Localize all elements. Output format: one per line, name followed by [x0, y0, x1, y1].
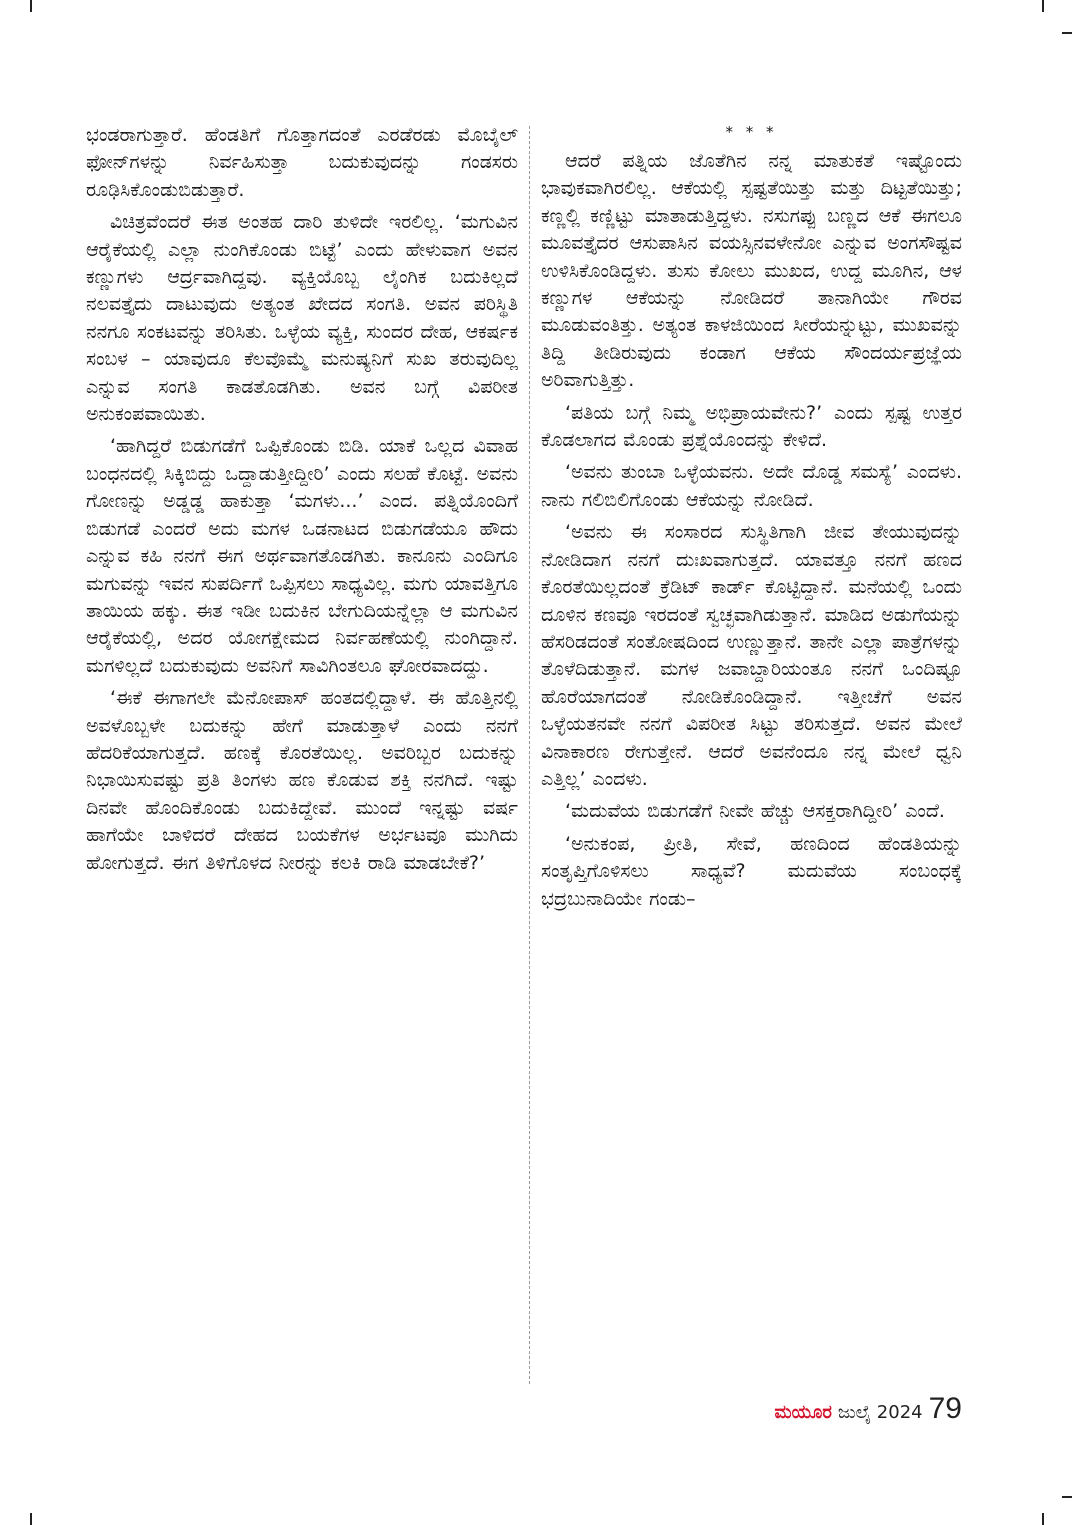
paragraph: ‘ಮದುವೆಯ ಬಿಡುಗಡೆಗೆ ನೀವೇ ಹೆಚ್ಚು ಆಸಕ್ತರಾಗಿದ್ದೀರಿ’ ಎಂದೆ. — [565, 800, 945, 823]
column-divider — [529, 126, 530, 1384]
left-text-column — [86, 122, 518, 882]
issue-date: ಜುಲೈ 2024 — [837, 1402, 923, 1423]
paragraph: ಆದರೆ ಪತ್ನಿಯ ಜೊತೆಗಿನ ನನ್ನ ಮಾತುಕತೆ ಇಷ್ಟೊಂದು ಭಾವುಕವಾಗಿರಲಿಲ್ಲ. ಆಕೆಯಲ್ಲಿ ಸ್ಪಷ್ಟತೆಯಿತ್ತು ಮತ್ತು ದಿಟ್ಟತೆಯಿತ್ತು; ಕಣ್ಣಲ್ಲಿ ಕಣ್ಣಿಟ್ಟು ಮಾತಾಡುತ್ತಿದ್ದಳು. ನಸುಗಪ್ಪು ಬಣ್ಣದ ಆಕೆ ಈಗಲೂ ಮೂವತ್ತೈದರ ಆಸುಪಾಸಿನ ವಯಸ್ಸಿನವಳೇನೋ ಎನ್ನುವ ಅಂಗಸೌಷ್ಟವ ಉಳಿಸಿಕೊಂಡಿದ್ದಳು. ತುಸು ಕೋಲು ಮುಖದ, ಉದ್ದ ಮೂಗಿನ, ಆಳ ಕಣ್ಣುಗಳ ಆಕೆಯನ್ನು ನೋಡಿದರೆ ತಾನಾಗಿಯೇ ಗೌರವ ಮೂಡುವಂತಿತ್ತು. ಅತ್ಯಂತ ಕಾಳಜಿಯಿಂದ ಸೀರೆಯನ್ನುಟ್ಟು, ಮುಖವನ್ನು ತಿದ್ದಿ ತೀಡಿರುವುದು ಕಂಡಾಗ ಆಕೆಯ ಸೌಂದರ್ಯಪ್ರಜ್ಞೆಯ ಅರಿವಾಗುತ್ತಿತ್ತು. — [541, 150, 962, 392]
crop-mark-top-right — [1042, 0, 1044, 12]
paragraph: ವಿಚಿತ್ರವೆಂದರೆ ಈತ ಅಂತಹ ದಾರಿ ತುಳಿದೇ ಇರಲಿಲ್ಲ. ‘ಮಗುವಿನ ಆರೈಕೆಯಲ್ಲಿ ಎಲ್ಲಾ ನುಂಗಿಕೊಂಡು ಬಿಟ್ಟೆ’ ಎಂದು ಹೇಳುವಾಗ ಅವನ ಕಣ್ಣುಗಳು ಆರ್ದ್ರವಾಗಿದ್ದವು. ವ್ಯಕ್ತಿಯೊಬ್ಬ ಲೈಂಗಿಕ ಬದುಕಿಲ್ಲದೆ ನಲವತ್ತೈದು ದಾಟುವುದು ಅತ್ಯಂತ ಖೇದದ ಸಂಗತಿ. ಅವನ ಪರಿಸ್ಥಿತಿ ನನಗೂ ಸಂಕಟವನ್ನು ತರಿಸಿತು. ಒಳ್ಳೆಯ ವ್ಯಕ್ತಿ, ಸುಂದರ ದೇಹ, ಆಕರ್ಷಕ ಸಂಬಳ – ಯಾವುದೂ ಕೆಲವೊಮ್ಮೆ ಮನುಷ್ಯನಿಗೆ ಸುಖ ತರುವುದಿಲ್ಲ ಎನ್ನುವ ಸಂಗತಿ ಕಾಡತೊಡಗಿತು. ಅವನ ಬಗ್ಗೆ ವಿಪರೀತ ಅನುಕಂಪವಾಯಿತು. — [86, 211, 518, 426]
page-number: 79 — [928, 1392, 962, 1425]
paragraph: ‘ಅನುಕಂಪ, ಪ್ರೀತಿ, ಸೇವೆ, ಹಣದಿಂದ ಹೆಂಡತಿಯನ್ನು ಸಂತೃಪ್ತಿಗೊಳಿಸಲು ಸಾಧ್ಯವೆ? ಮದುವೆಯ ಸಂಬಂಧಕ್ಕೆ ಭದ್ರಬುನಾದಿಯೇ ಗಂಡು– — [541, 832, 962, 910]
paragraph: ‘ಪತಿಯ ಬಗ್ಗೆ ನಿಮ್ಮ ಅಭಿಪ್ರಾಯವೇನು?’ ಎಂದು ಸ್ಪಷ್ಟ ಉತ್ತರ ಕೊಡಲಾಗದ ಮೊಂಡು ಪ್ರಶ್ನೆಯೊಂದನ್ನು ಕೇಳಿದೆ. — [541, 401, 962, 452]
paragraph: ಭಂಡರಾಗುತ್ತಾರೆ. ಹೆಂಡತಿಗೆ ಗೊತ್ತಾಗದಂತೆ ಎರಡೆರಡು ಮೊಬೈಲ್ ಫೋನ್‌ಗಳನ್ನು ನಿರ್ವಹಿಸುತ್ತಾ ಬದುಕುವುದನ್ನು ಗಂಡಸರು ರೂಢಿಸಿಕೊಂಡುಬಿಡುತ್ತಾರೆ. — [86, 124, 518, 201]
paragraph: ‘ಹಾಗಿದ್ದರೆ ಬಿಡುಗಡೆಗೆ ಒಪ್ಪಿಕೊಂಡು ಬಿಡಿ. ಯಾಕೆ ಒಲ್ಲದ ವಿವಾಹ ಬಂಧನದಲ್ಲಿ ಸಿಕ್ಕಿಬಿದ್ದು ಒದ್ದಾಡುತ್ತೀದ್ದೀರಿ’ ಎಂದು ಸಲಹೆ ಕೊಟ್ಟೆ. ಅವನು ಗೋಣನ್ನು ಅಡ್ಡಡ್ಡ ಹಾಕುತ್ತಾ ‘ಮಗಳು...’ ಎಂದ. ಪತ್ನಿಯೊಂದಿಗೆ ಬಿಡುಗಡೆ ಎಂದರೆ ಅದು ಮಗಳ ಒಡನಾಟದ ಬಿಡುಗಡೆಯೂ ಹೌದು ಎನ್ನುವ ಕಹಿ ನನಗೆ ಈಗ ಅರ್ಥವಾಗತೊಡಗಿತು. ಕಾನೂನು ಎಂದಿಗೂ ಮಗುವನ್ನು ಇವನ ಸುಪರ್ದಿಗೆ ಒಪ್ಪಿಸಲು ಸಾಧ್ಯವಿಲ್ಲ. ಮಗು ಯಾವತ್ತಿಗೂ ತಾಯಿಯ ಹಕ್ಕು. ಈತ ಇಡೀ ಬದುಕಿನ ಬೇಗುದಿಯನ್ನೆಲ್ಲಾ ಆ ಮಗುವಿನ ಆರೈಕೆಯಲ್ಲಿ, ಅದರ ಯೋಗಕ್ಷೇಮದ ನಿರ್ವಹಣೆಯಲ್ಲಿ ನುಂಗಿದ್ದಾನೆ. ಮಗಳಿಲ್ಲದೆ ಬದುಕುವುದು ಅವನಿಗೆ ಸಾವಿಗಿಂತಲೂ ಘೋರವಾದದ್ದು. — [86, 435, 518, 677]
magazine-logo: ಮಯೂರ — [774, 1402, 832, 1423]
paragraph: ‘ಈಕೆ ಈಗಾಗಲೇ ಮೆನೋಪಾಸ್ ಹಂತದಲ್ಲಿದ್ದಾಳೆ. ಈ ಹೊತ್ತಿನಲ್ಲಿ ಅವಳೊಬ್ಬಳೇ ಬದುಕನ್ನು ಹೇಗೆ ಮಾಡುತ್ತಾಳೆ ಎಂದು ನನಗೆ ಹೆದರಿಕೆಯಾಗುತ್ತದೆ. ಹಣಕ್ಕೆ ಕೊರತೆಯಿಲ್ಲ. ಅವರಿಬ್ಬರ ಬದುಕನ್ನು ನಿಭಾಯಿಸುವಷ್ಟು ಪ್ರತಿ ತಿಂಗಳು ಹಣ ಕೊಡುವ ಶಕ್ತಿ ನನಗಿದೆ. ಇಷ್ಟು ದಿನವೇ ಹೊಂದಿಕೊಂಡು ಬದುಕಿದ್ದೇವೆ. ಮುಂದೆ ಇನ್ನಷ್ಟು ವರ್ಷ ಹಾಗೆಯೇ ಬಾಳಿದರೆ ದೇಹದ ಬಯಕೆಗಳ ಅರ್ಭಟವೂ ಮುಗಿದು ಹೋಗುತ್ತದೆ. ಈಗ ತಿಳಿಗೊಳದ ನೀರನ್ನು ಕಲಕಿ ರಾಡಿ ಮಾಡಬೇಕೆ?’ — [86, 687, 518, 874]
crop-mark-top-left — [30, 0, 32, 12]
page-footer — [774, 1392, 962, 1426]
crop-mark-bottom-right — [1042, 1513, 1044, 1525]
crop-mark-right-bottom — [1062, 1496, 1072, 1498]
crop-mark-right-top — [1062, 32, 1072, 34]
paragraph: ‘ಅವನು ಈ ಸಂಸಾರದ ಸುಸ್ಥಿತಿಗಾಗಿ ಜೀವ ತೇಯುವುದನ್ನು ನೋಡಿದಾಗ ನನಗೆ ದುಃಖವಾಗುತ್ತದೆ. ಯಾವತ್ತೂ ನನಗೆ ಹಣದ ಕೊರತೆಯಿಲ್ಲದಂತೆ ಕ್ರೆಡಿಟ್ ಕಾರ್ಡ್ ಕೊಟ್ಟಿದ್ದಾನೆ. ಮನೆಯಲ್ಲಿ ಒಂದು ದೂಳಿನ ಕಣವೂ ಇರದಂತೆ ಸ್ವಚ್ಛವಾಗಿಡುತ್ತಾನೆ. ಮಾಡಿದ ಅಡುಗೆಯನ್ನು ಹೆಸರಿಡದಂತೆ ಸಂತೋಷದಿಂದ ಉಣ್ಣುತ್ತಾನೆ. ತಾನೇ ಎಲ್ಲಾ ಪಾತ್ರೆಗಳನ್ನು ತೊಳೆದಿಡುತ್ತಾನೆ. ಮಗಳ ಜವಾಬ್ದಾರಿಯಂತೂ ನನಗೆ ಒಂದಿಷ್ಟೂ ಹೊರೆಯಾಗದಂತೆ ನೋಡಿಕೊಂಡಿದ್ದಾನೆ. ಇತ್ತೀಚೆಗೆ ಅವನ ಒಳ್ಳೆಯತನವೇ ನನಗೆ ವಿಪರೀತ ಸಿಟ್ಟು ತರಿಸುತ್ತದೆ. ಅವನ ಮೇಲೆ ವಿನಾಕಾರಣ ರೇಗುತ್ತೇನೆ. ಆದರೆ ಅವನೆಂದೂ ನನ್ನ ಮೇಲೆ ಧ್ವನಿ ಎತ್ತಿಲ್ಲ’ ಎಂದಳು. — [541, 521, 962, 790]
crop-mark-bottom-left — [30, 1513, 32, 1525]
section-break: * * * — [725, 123, 778, 141]
right-text-column — [541, 122, 962, 918]
paragraph: ‘ಅವನು ತುಂಬಾ ಒಳ್ಳೆಯವನು. ಅದೇ ದೊಡ್ಡ ಸಮಸ್ಯೆ’ ಎಂದಳು. ನಾನು ಗಲಿಬಿಲಿಗೊಂಡು ಆಕೆಯನ್ನು ನೋಡಿದೆ. — [541, 461, 962, 511]
